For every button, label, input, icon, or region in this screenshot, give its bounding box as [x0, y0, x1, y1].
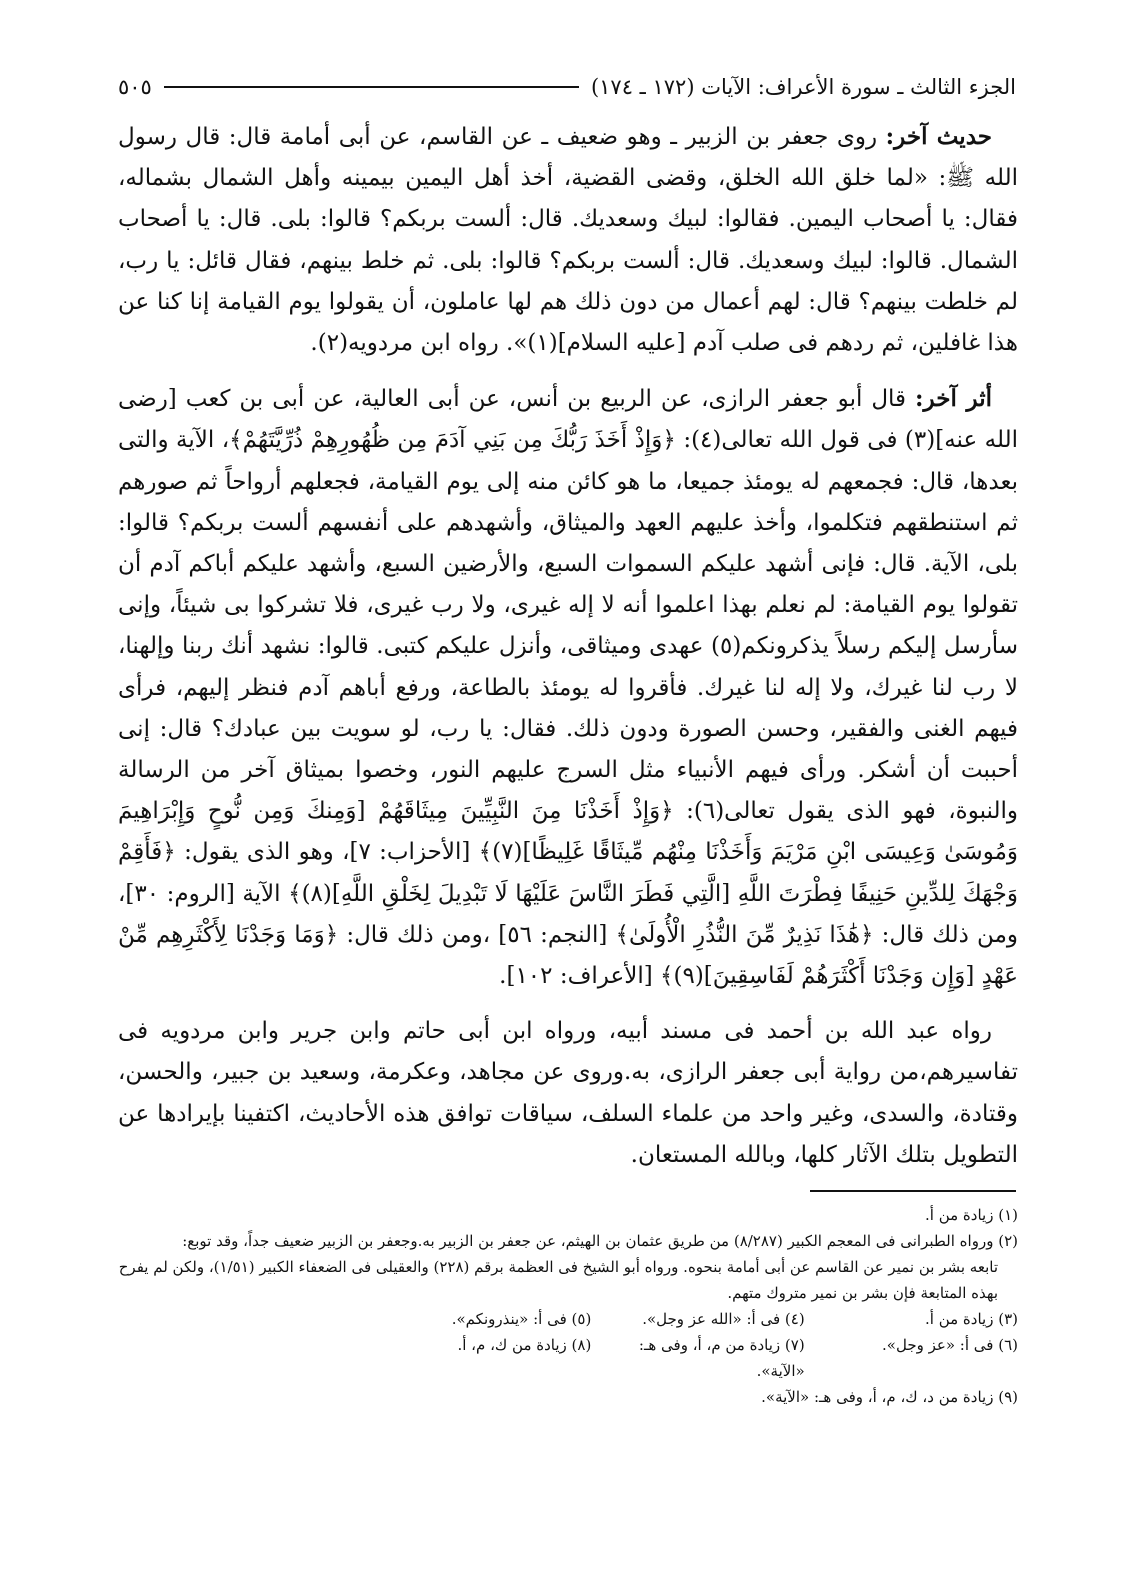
footnote: (٨) زيادة من ك، م، أ.: [457, 1336, 592, 1354]
footnote: (٢) ورواه الطبرانى فى المعجم الكبير (٨/٢٨٧) من طريق عثمان بن الهيثم، عن جعفر بن الزبير به.وجعفر بن الزبير ضعيف جداً، وقد توبع:: [182, 1232, 1018, 1250]
footnote-row: [378, 1306, 1018, 1332]
footnote: (٦) فى أ: «عز وجل».: [882, 1336, 1018, 1354]
running-header: [118, 70, 1016, 104]
footnote: (٣) زيادة من أ.: [925, 1310, 1018, 1328]
paragraph-narration: [118, 1011, 1018, 1176]
paragraph-text: قال أبو جعفر الرازى، عن الربيع بن أنس، عن أبى العالية، عن أبى بن كعب [رضى الله عنه](٣) فى قول الله تعالى(٤): ﴿وَإِذْ أَخَذَ رَبُّكَ مِن بَنِي آدَمَ مِن ظُهُورِهِمْ ذُرِّيَّتَهُمْ﴾، الآية والتى بعدها، قال: فجمعهم له يومئذ جميعا، ما هو كائن منه إلى يوم القيامة، فجعلهم أرواحاً ثم صورهم ثم استنطقهم فتكلموا، وأخذ عليهم العهد والميثاق، وأشهدهم على أنفسهم ألست بربكم؟ قالوا: بلى، الآية. قال: فإنى أشهد عليكم السموات السبع، والأرضين السبع، وأشهد عليكم أباكم آدم أن تقولوا يوم القيامة: لم نعلم بهذا اعلموا أنه لا إله غيرى، ولا رب غيرى، فلا تشركوا بى شيئاً، وإنى سأرسل إليكم رسلاً يذكرونكم(٥) عهدى وميثاقى، وأنزل عليكم كتبى. قالوا: نشهد أنك ربنا وإلهنا، لا رب لنا غيرك، ولا إله لنا غيرك. فأقروا له يومئذ بالطاعة، ورفع أباهم آدم فنظر إليهم، فرأى فيهم الغنى والفقير، وحسن الصورة ودون ذلك. فقال: يا رب، لو سويت بين عبادك؟ قال: إنى أحببت أن أشكر. ورأى فيهم الأنبياء مثل السرج عليهم النور، وخصوا بميثاق آخر من الرسالة والنبوة، فهو الذى يقول تعالى(٦): ﴿وَإِذْ أَخَذْنَا مِنَ النَّبِيِّينَ مِيثَاقَهُمْ [وَمِنكَ وَمِن نُّوحٍ وَإِبْرَاهِيمَ وَمُوسَىٰ وَعِيسَى ابْنِ مَرْيَمَ وَأَخَذْنَا مِنْهُم مِّيثَاقًا غَلِيظًا](٧)﴾ [الأحزاب: ٧]، وهو الذى يقول: ﴿فَأَقِمْ وَجْهَكَ لِلدِّينِ حَنِيفًا فِطْرَتَ اللَّهِ [الَّتِي فَطَرَ النَّاسَ عَلَيْهَا لَا تَبْدِيلَ لِخَلْقِ اللَّهِ](٨)﴾ الآية [الروم: ٣٠]، ومن ذلك قال: ﴿هَٰذَا نَذِيرٌ مِّنَ النُّذُرِ الْأُولَىٰ﴾ [النجم: ٥٦] ،ومن ذلك قال: ﴿وَمَا وَجَدْنَا لِأَكْثَرِهِم مِّنْ عَهْدٍ [وَإِن وَجَدْنَا أَكْثَرَهُمْ لَفَاسِقِينَ](٩)﴾ [الأعراف: ١٠٢].: [118, 386, 1019, 990]
footnote: (٩) زيادة من د، ك، م، أ، وفى هـ: «الآية».: [761, 1388, 1018, 1406]
paragraph-text: روى جعفر بن الزبير ـ وهو ضعيف ـ عن القاسم، عن أبى أمامة قال: قال رسول الله ﷺ: «لما خلق الله الخلق، وقضى القضية، أخذ أهل اليمين بيمينه وأهل الشمال بشماله، فقال: يا أصحاب اليمين. فقالوا: لبيك وسعديك. قال: ألست بربكم؟ قالوا: بلى. قال: يا أصحاب الشمال. قالوا: لبيك وسعديك. قال: ألست بربكم؟ قالوا: بلى. ثم خلط بينهم، فقال قائل: يا رب، لم خلطت بينهم؟ قال: لهم أعمال من دون ذلك هم لها عاملون، أن يقولوا يوم القيامة إنا كنا عن هذا غافلين، ثم ردهم فى صلب آدم [عليه السلام](١)». رواه ابن مردويه(٢).: [118, 124, 1018, 357]
paragraph-athar: [118, 378, 1018, 997]
footnote: (١) زيادة من أ.: [925, 1206, 1018, 1224]
paragraph-hadith: [118, 116, 1018, 364]
footnote: (٧) زيادة من م، أ، وفى هـ: «الآية».: [638, 1336, 805, 1380]
footnote: (٥) فى أ: «ينذرونكم».: [451, 1310, 592, 1328]
footnotes: [118, 1202, 1018, 1410]
header-title: الجزء الثالث ـ سورة الأعراف: الآيات (١٧٢ ـ ١٧٤): [590, 75, 1016, 99]
footnote-continuation: تابعه بشر بن نمير عن القاسم عن أبى أمامة بنحوه. ورواه أبو الشيخ فى العظمة برقم (٢٢٨) والعقيلى فى الضعفاء الكبير (١/٥١)، ولكن لم يفرح بهذه المتابعة فإن بشر بن نمير متروك متهم.: [118, 1258, 998, 1302]
header-rule: [164, 86, 579, 88]
footnote-separator: [810, 1190, 1016, 1192]
paragraph-lead: أثر آخر:: [915, 385, 992, 413]
paragraph-lead: حديث آخر:: [885, 123, 992, 150]
paragraph-text: رواه عبد الله بن أحمد فى مسند أبيه، ورواه ابن أبى حاتم وابن جرير وابن مردويه فى تفاسيرهم،من رواية أبى جعفر الرازى، به.وروى عن مجاهد، وعكرمة، وسعيد بن جبير، والحسن، وقتادة، والسدى، وغير واحد من علماء السلف، سياقات توافق هذه الأحاديث، اكتفينا بإيرادها عن التطويل بتلك الآثار كلها، وبالله المستعان.: [118, 1018, 1018, 1168]
main-text: [118, 116, 1018, 1176]
footnote-row: [378, 1332, 1018, 1384]
page-number: ٥٠٥: [118, 75, 152, 99]
footnote: (٤) فى أ: «الله عز وجل».: [642, 1310, 805, 1328]
